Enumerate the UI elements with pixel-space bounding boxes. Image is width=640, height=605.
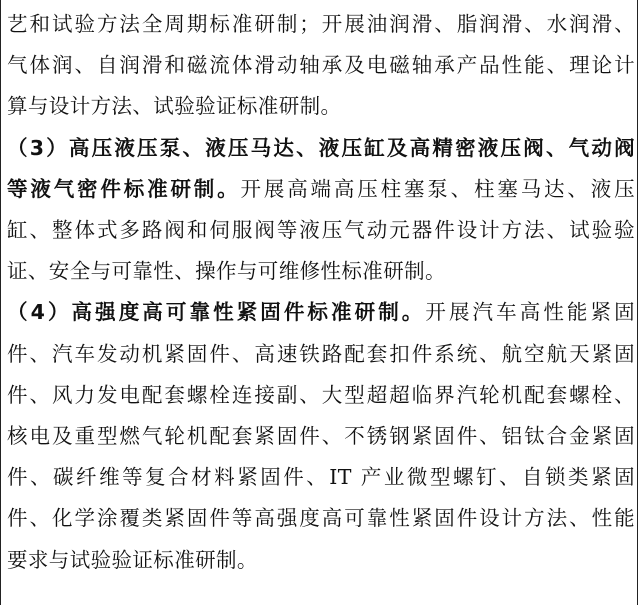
body-text: 证、安全与可靠性、操作与可维修性标准研制。 [7,259,446,284]
paragraph-line [7,540,258,580]
body-text: 艺和试验方法全周期标准研制；开展油润滑、脂润滑、水润滑、 [7,12,635,36]
paragraph-line [7,210,635,250]
paragraph-line [7,169,635,209]
paragraph-line [7,251,446,291]
paragraph-line [7,375,635,415]
paragraph-line [7,4,635,44]
body-text: 缸、整体式多路阀和伺服阀等液压气动元器件设计方法、试验验 [7,218,635,242]
body-text: 要求与试验验证标准研制。 [7,547,258,572]
body-text: 件、碳纤维等复合材料紧固件、IT 产业微型螺钉、自锁类紧固 [7,465,635,490]
paragraph-line [7,498,635,538]
paragraph-line [7,86,341,126]
paragraph-line [7,292,635,332]
paragraph-line [7,416,635,456]
body-text: 开展汽车高性能紧固 [425,300,635,325]
body-text: 算与设计方法、试验验证标准研制。 [7,94,342,119]
body-text: 件、汽车发动机紧固件、高速铁路配套扣件系统、航空航天紧固 [7,341,635,366]
body-text: 件、风力发电配套螺栓连接副、大型超超临界汽轮机配套螺栓、 [7,382,635,407]
body-text: 开展高端高压柱塞泵、柱塞马达、液压 [240,176,635,201]
paragraph-line [7,334,635,374]
bold-heading-text: （4）高强度高可靠性紧固件标准研制。 [7,300,426,325]
body-text: 件、化学涂覆类紧固件等高强度高可靠性紧固件设计方法、性能 [7,506,635,531]
body-text: 气体润、自润滑和磁流体滑动轴承及电磁轴承产品性能、理论计 [7,53,635,78]
paragraph-line [7,45,635,85]
body-text: 核电及重型燃气轮机配套紧固件、不锈钢紧固件、铝钛合金紧固 [7,424,635,448]
paragraph-line [7,128,635,168]
bold-heading-text: 等液气密件标准研制。 [7,176,241,201]
paragraph-line [7,457,635,497]
bold-heading-text: （3）高压液压泵、液压马达、液压缸及高精密液压阀、气动阀 [7,135,635,160]
